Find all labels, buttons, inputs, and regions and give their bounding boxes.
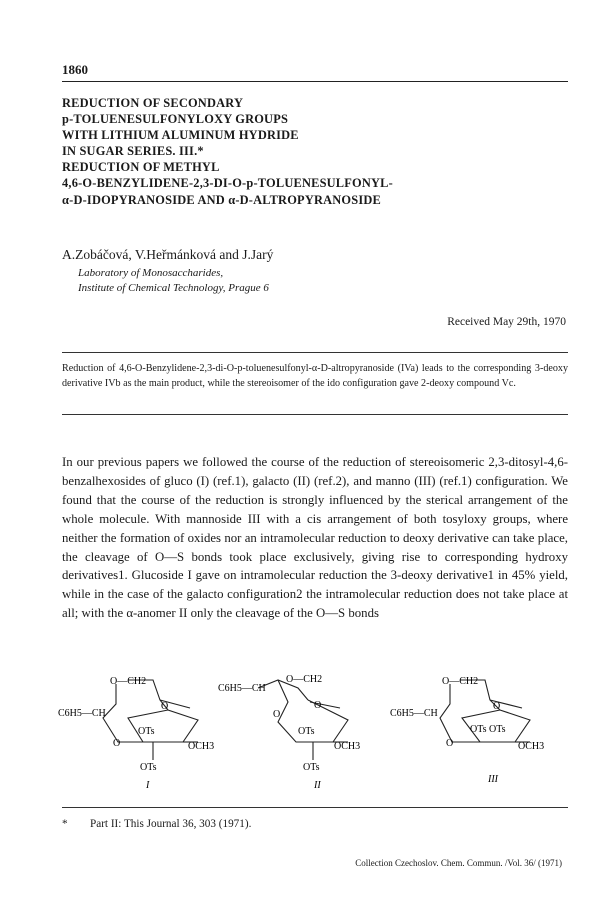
structure-label: III	[488, 774, 498, 785]
title-line: WITH LITHIUM ALUMINUM HYDRIDE	[62, 128, 299, 143]
article-title	[62, 95, 562, 208]
structure-III	[390, 670, 570, 795]
ring-o-label: O—CH2	[110, 676, 147, 687]
benzylidene-label: C6H5—CH	[58, 708, 106, 719]
title-line: 4,6-O-BENZYLIDENE-2,3-DI-O-p-TOLUENESULFONYL-	[62, 176, 393, 191]
body-paragraph: In our previous papers we followed the course of the reduction of stereoisomeric 2,3-ditosyl-4,6-benzalhexosides of gluco (I) (ref.1), galacto (II) (ref.2), and manno (III) (ref.1) configuration. We found that the course of the reduction is strongly influenced by the sterical arrangement of the whole molecule. With mannoside III with a cis arrangement of both tosyloxy groups, where neither the formation of oxides nor an intramolecular reduction to deoxy derivative can take place, the cleavage of O—S bonds took place exclusively, giving rise to corresponding hydroxy derivatives1. Glucoside I gave on intramolecular reduction the 3-deoxy derivative1 in 45% yield, while in the case of the galacto configuration2 the intramolecular reduction does not take place at all; with the α-anomer II only the cleavage of the O—S bonds	[62, 455, 568, 621]
ots-label: OTs	[138, 726, 155, 737]
och3-label: OCH3	[334, 741, 361, 752]
benzylidene-label: C6H5—CH	[390, 708, 438, 719]
structure-I	[58, 670, 228, 795]
title-line: α-D-IDOPYRANOSIDE AND α-D-ALTROPYRANOSIDE	[62, 192, 381, 207]
footnote	[62, 818, 251, 830]
ots-label: OTs	[303, 762, 320, 773]
ring-o: O	[446, 738, 454, 749]
body-text	[62, 453, 568, 623]
structure-label: I	[146, 780, 150, 791]
abstract-bottom-rule	[62, 414, 568, 415]
journal-footer: Collection Czechoslov. Chem. Commun. /Vol. 36/ (1971)	[355, 858, 562, 868]
title-line: REDUCTION OF SECONDARY	[62, 96, 244, 110]
ring-o: O	[314, 700, 322, 711]
structure-label: II	[314, 780, 321, 791]
abstract: Reduction of 4,6-O-Benzylidene-2,3-di-O-p-toluenesulfonyl-α-D-altropyranoside (IVa) leads to the corresponding 3-deoxy derivative IVb as the main product, while the stereoisomer of the ido configuration gave 2-deoxy compound Vc.	[62, 363, 568, 389]
ring-o-label: O—CH2	[442, 676, 479, 687]
footnote-text: Part II: This Journal 36, 303 (1971).	[90, 818, 252, 830]
footnote-rule	[62, 807, 568, 808]
ots-label: OTs	[140, 762, 157, 773]
benzylidene-label: C6H5—CH	[218, 683, 266, 694]
affiliation-line: Laboratory of Monosaccharides,	[78, 267, 224, 279]
och3-label: OCH3	[188, 741, 215, 752]
ring-o: O	[493, 701, 501, 712]
abstract-top-rule	[62, 352, 568, 353]
header-rule	[62, 81, 568, 82]
och3-label: OCH3	[518, 741, 545, 752]
title-line: REDUCTION OF METHYL	[62, 160, 220, 175]
affiliation	[78, 266, 269, 296]
authors: A.Zobáčová, V.Heřmánková and J.Jarý	[62, 247, 274, 262]
ots-label: OTs	[298, 726, 315, 737]
affiliation-line: Institute of Chemical Technology, Prague 6	[78, 282, 269, 294]
footnote-mark: *	[62, 818, 68, 830]
ring-o: O	[113, 738, 121, 749]
ring-o: O	[273, 709, 281, 720]
structure-II	[218, 670, 378, 795]
ots-label: OTs OTs	[470, 724, 506, 735]
ring-o: O	[161, 701, 169, 712]
received-date: Received May 29th, 1970	[447, 316, 566, 328]
title-line: p-TOLUENESULFONYLOXY GROUPS	[62, 112, 289, 127]
title-line: IN SUGAR SERIES. III.*	[62, 144, 204, 159]
ring-o-label: O—CH2	[286, 674, 323, 685]
page-number: 1860	[62, 62, 88, 77]
